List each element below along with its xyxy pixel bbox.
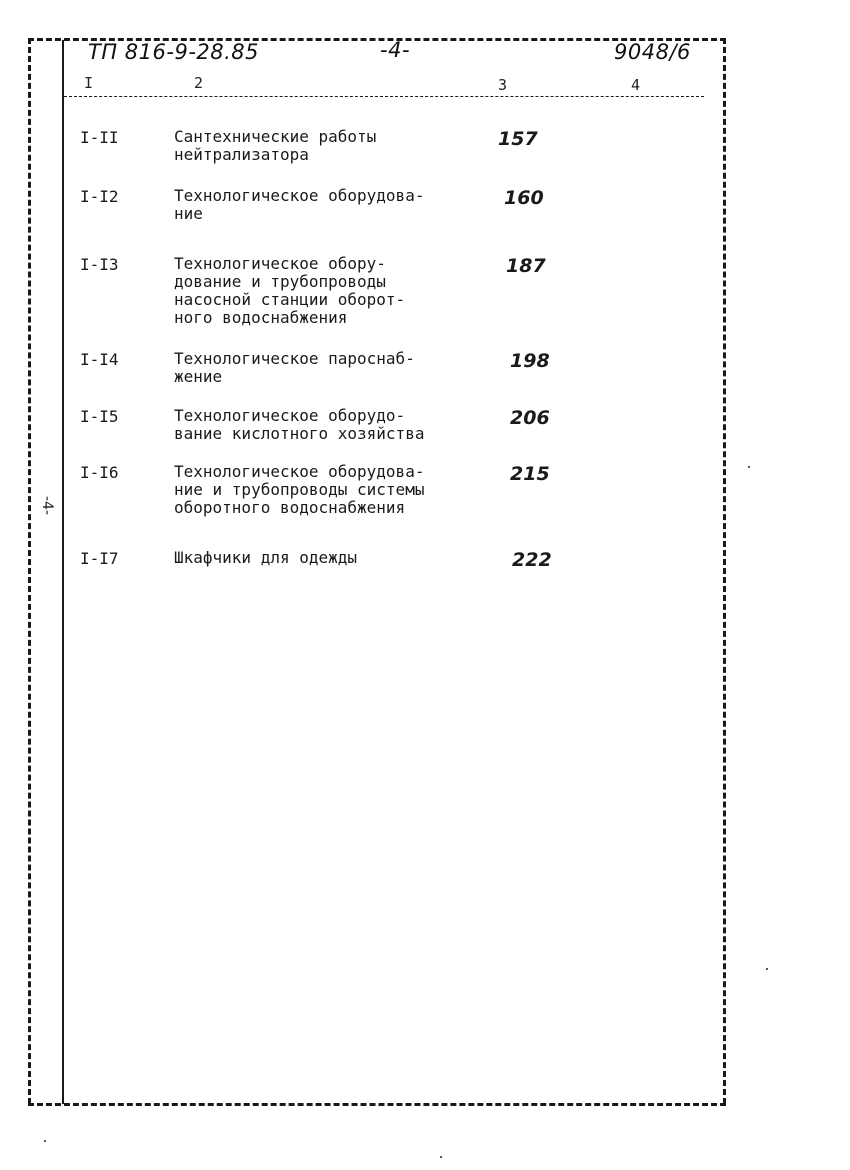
section-code: I-I2: [80, 187, 119, 206]
section-title: Шкафчики для одежды: [174, 548, 358, 567]
column-number-2: 2: [194, 74, 204, 92]
section-code: I-I3: [80, 255, 119, 274]
frame-left-inner: [62, 40, 64, 1104]
column-number-4: 4: [631, 76, 641, 94]
section-title: Технологическое обору- дование и трубопроводы насосной станции оборот- ного водоснабжения: [174, 254, 406, 327]
frame-left-outer: [28, 38, 31, 1104]
frame-bottom: [28, 1103, 726, 1106]
column-number-1: I: [84, 74, 94, 92]
section-title: Технологическое оборудо- вание кислотного хозяйства: [174, 406, 425, 443]
section-title: Сантехнические работы нейтрализатора: [174, 127, 377, 164]
page-number: 222: [512, 549, 552, 571]
scan-speck: [44, 1140, 46, 1142]
scan-speck: [748, 466, 750, 468]
header-underline: [64, 96, 704, 97]
inventory-number: 9048/6: [614, 40, 691, 64]
page-number: 187: [506, 255, 546, 277]
doc-code: ТП 816-9-28.85: [88, 40, 260, 64]
section-code: I-II: [80, 128, 119, 147]
page-number: 198: [510, 350, 550, 372]
section-title: Технологическое оборудова- ние и трубопроводы системы оборотного водоснабжения: [174, 462, 425, 517]
section-title: Технологическое оборудова- ние: [174, 186, 425, 223]
section-code: I-I5: [80, 407, 119, 426]
page-label: -4-: [380, 38, 411, 62]
section-code: I-I4: [80, 350, 119, 369]
page-number: 157: [498, 128, 538, 150]
section-code: I-I7: [80, 549, 119, 568]
frame-right: [723, 38, 726, 1104]
scan-speck: [440, 1156, 442, 1158]
page-number: 160: [504, 187, 544, 209]
scan-speck: [766, 968, 768, 970]
page-number: 206: [510, 407, 550, 429]
side-page-mark: -4-: [39, 496, 55, 516]
column-number-3: 3: [498, 76, 508, 94]
page-number: 215: [510, 463, 550, 485]
section-title: Технологическое пароснаб- жение: [174, 349, 415, 386]
section-code: I-I6: [80, 463, 119, 482]
